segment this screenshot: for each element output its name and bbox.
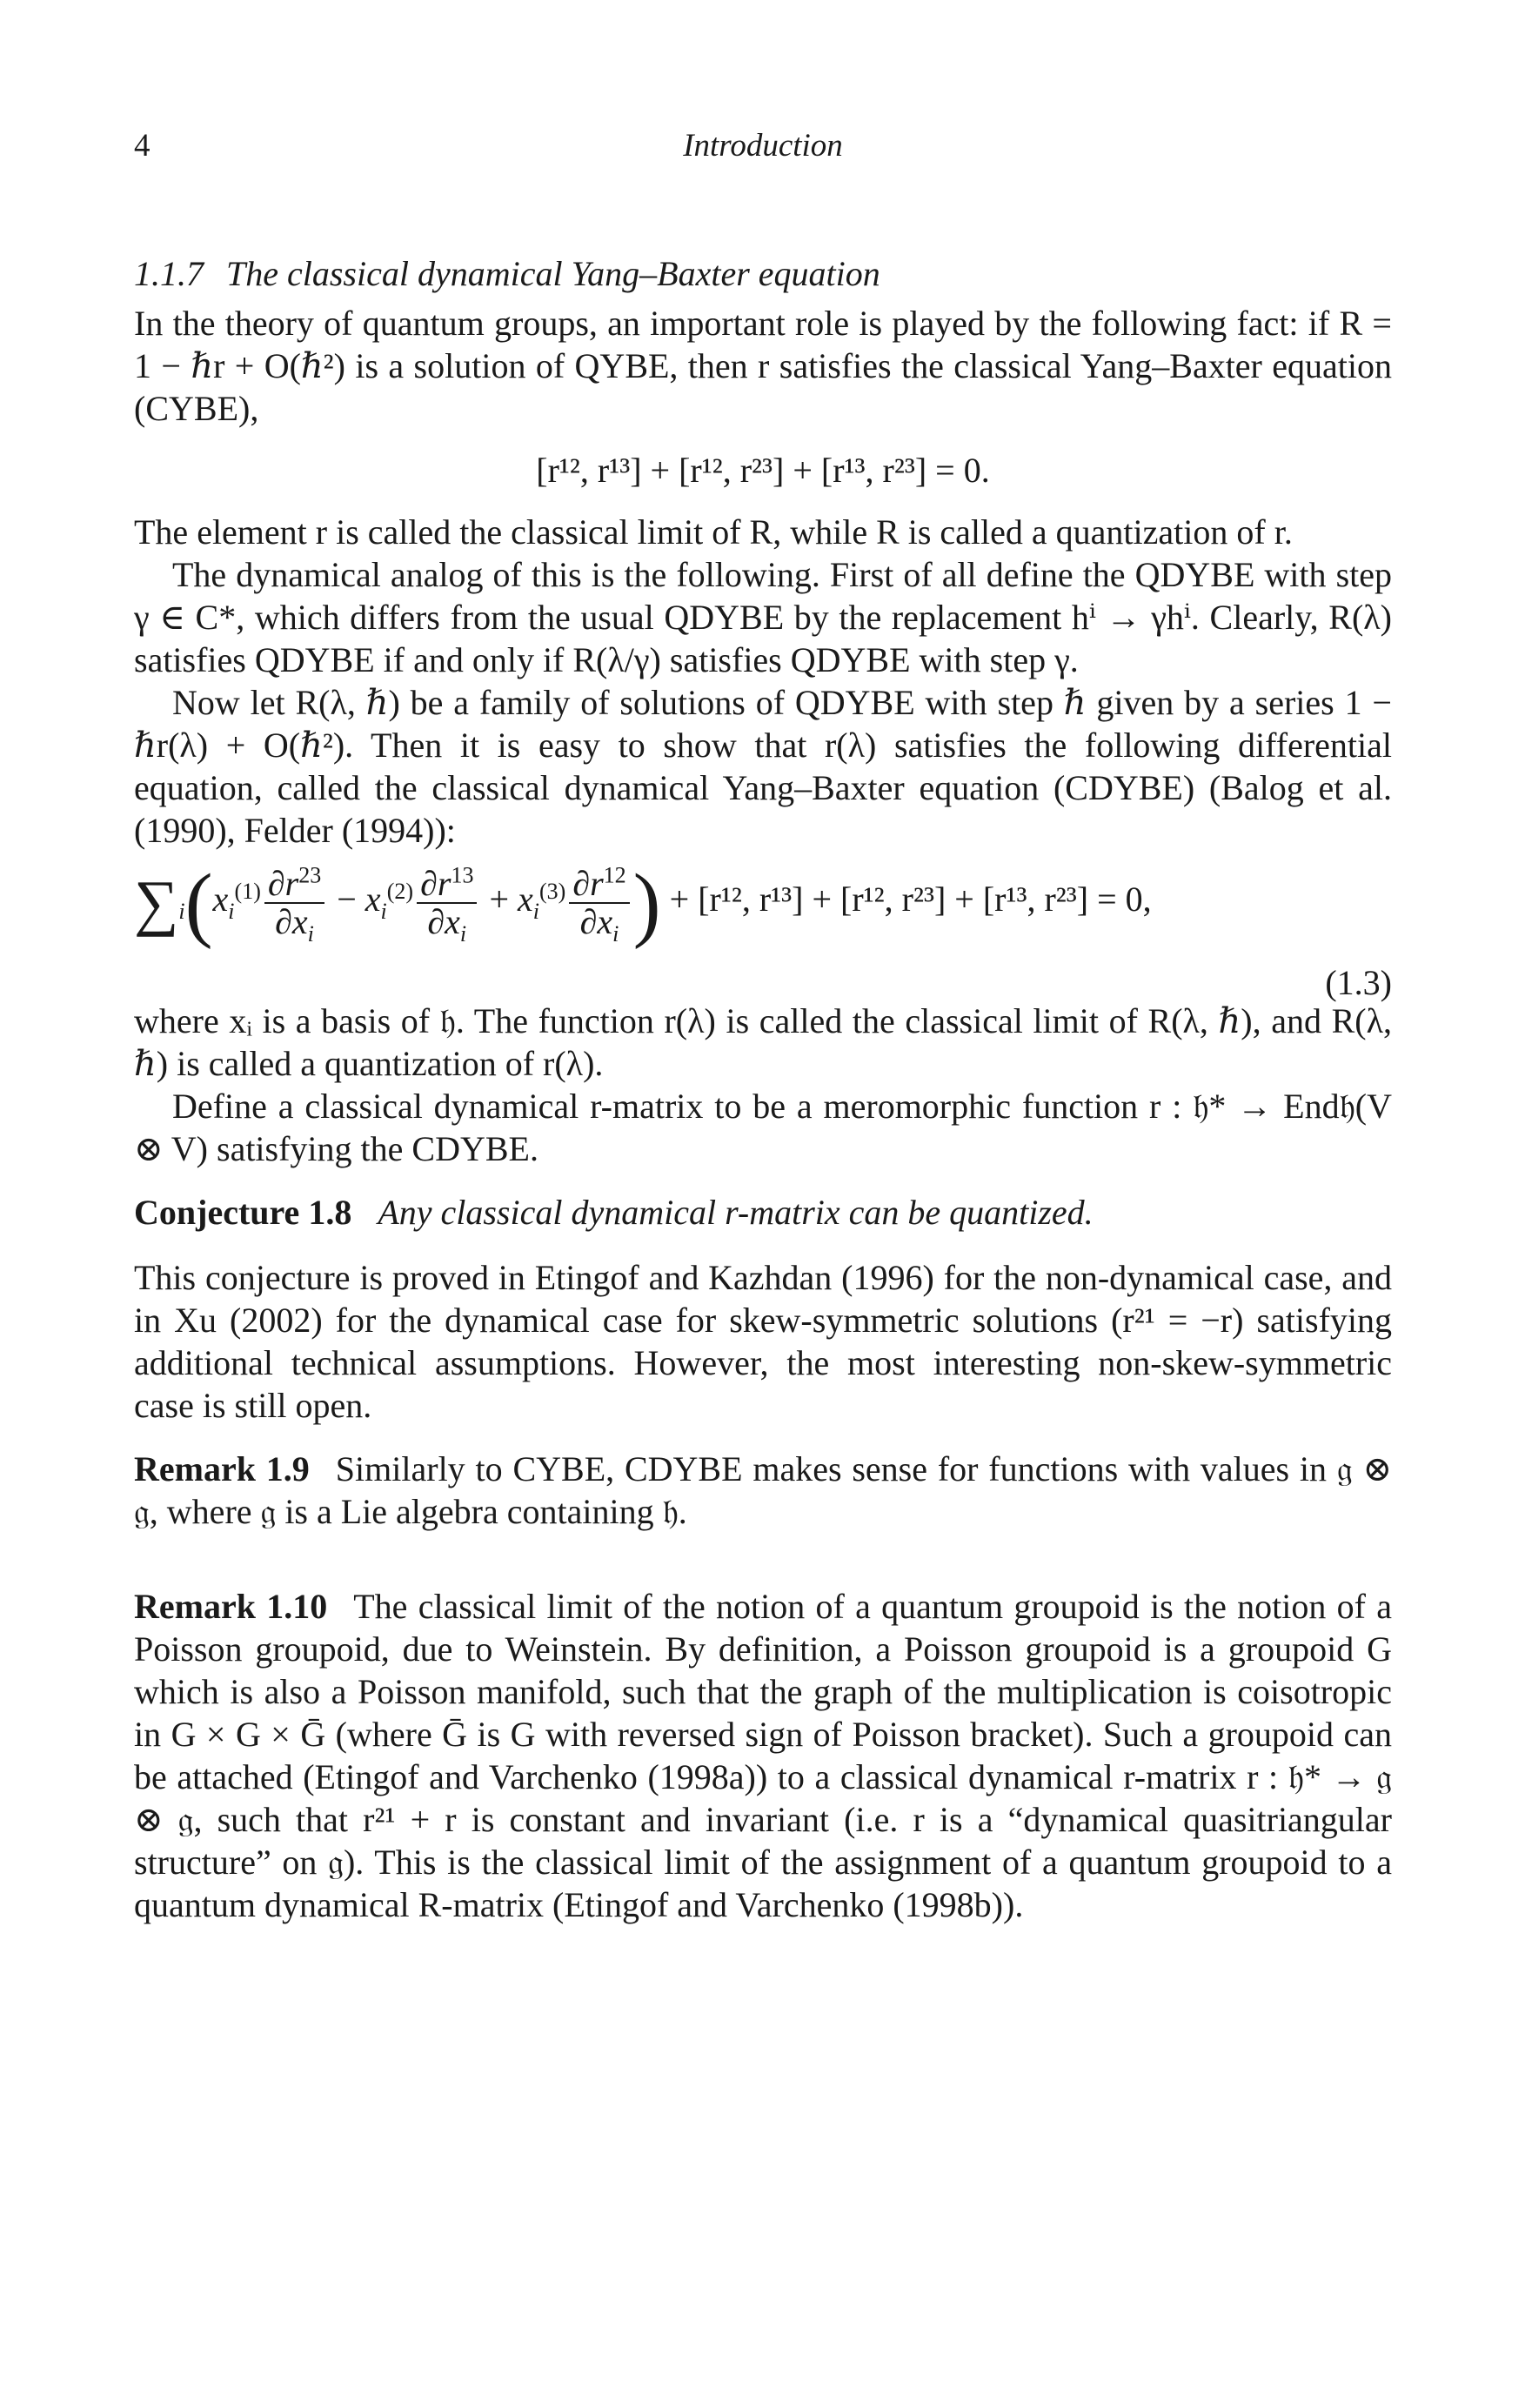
paragraph-1: In the theory of quantum groups, an important role is played by the following fact: if R = 1 − ℏr + O(ℏ²) is a solution of QYBE, then r satisfies the classical Yang–Baxter equation (CYBE), xyxy=(134,304,1392,428)
section-number: 1.1.7 xyxy=(134,254,204,293)
left-paren: ( xyxy=(184,856,213,950)
cdybe-equation xyxy=(134,856,1392,1002)
fraction-dr23: $\frac{\partial r^{23}}{\partial x_i}$ xyxy=(264,866,324,940)
paragraph-4: Now let R(λ, ℏ) be a family of solutions of QDYBE with step ℏ given by a series 1 − ℏr(λ) + O(ℏ²). Then it is easy to show that r(λ) satisfies the following differential equation, called the classical dynamical Yang–Baxter equation (CDYBE) (Balog et al. (1990), Felder (1994)): xyxy=(134,683,1392,850)
cdybe-tail: + [r¹², r¹³] + [r¹², r²³] + [r¹³, r²³] = 0, xyxy=(669,880,1152,920)
remark-label: Remark 1.9 xyxy=(134,1449,310,1488)
running-head: Introduction xyxy=(683,128,843,164)
equation-number: (1.3) xyxy=(1325,963,1392,1002)
paragraph-6: Define a classical dynamical r-matrix to be a meromorphic function r : 𝔥* → End𝔥(V ⊗ V) satisfying the CDYBE. xyxy=(134,1087,1392,1168)
conjecture-label: Conjecture 1.8 xyxy=(134,1193,352,1232)
right-paren: ) xyxy=(632,856,661,950)
fraction-dr12: $\frac{\partial r^{12}}{\partial x_i}$ xyxy=(569,866,629,940)
body-text xyxy=(134,252,1392,1926)
cybe-equation: [r¹², r¹³] + [r¹², r²³] + [r¹³, r²³] = 0. xyxy=(536,451,990,490)
paragraph-2: The element r is called the classical limit of R, while R is called a quantization of r. xyxy=(134,512,1293,552)
remark-text: Similarly to CYBE, CDYBE makes sense for functions with values in 𝔤 ⊗ 𝔤, where 𝔤 is a Lie algebra containing 𝔥. xyxy=(134,1449,1393,1531)
page-number: 4 xyxy=(134,128,150,164)
summation-index: i xyxy=(178,899,185,925)
section-title: The classical dynamical Yang–Baxter equation xyxy=(226,254,880,293)
paragraph-5: where xᵢ is a basis of 𝔥. The function r(λ) is called the classical limit of R(λ, ℏ), and R(λ, ℏ) is called a quantization of r(λ). xyxy=(134,1001,1392,1083)
conjecture-block xyxy=(134,1191,1392,1234)
paragraph-7: This conjecture is proved in Etingof and Kazhdan (1996) for the non-dynamical case, and in Xu (2002) for the dynamical case for skew-symmetric solutions (r²¹ = −r) satisfying additional technical assumptions. However, the most interesting non-skew-symmetric case is still open. xyxy=(134,1258,1392,1425)
fraction-dr13: $\frac{\partial r^{13}}{\partial x_i}$ xyxy=(417,866,477,940)
paragraph-3: The dynamical analog of this is the following. First of all define the QDYBE with step γ ∈ C*, which differs from the usual QDYBE by the replacement hⁱ → γhⁱ. Clearly, R(λ) satisfies QDYBE if and only if R(λ/γ) satisfies QDYBE with step γ. xyxy=(134,555,1392,679)
remark-label: Remark 1.10 xyxy=(134,1587,328,1626)
page-header xyxy=(134,127,1392,171)
summation-symbol: ∑ xyxy=(134,867,179,938)
remark-1-10 xyxy=(134,1585,1392,1926)
remark-1-9 xyxy=(134,1448,1392,1533)
remark-text: The classical limit of the notion of a quantum groupoid is the notion of a Poisson groupoid, due to Weinstein. By definition, a Poisson groupoid is a groupoid G which is also a Poisson manifold, such that the graph of the multiplication is coisotropic in G × G × Ḡ (where Ḡ is G with reversed sign of Poisson bracket). Such a groupoid can be attached (Etingof and Varchenko (1998a)) to a classical dynamical r-matrix r : 𝔥* → 𝔤 ⊗ 𝔤, such that r²¹ + r is constant and invariant (i.e. r is a “dynamical quasitriangular structure” on 𝔤). This is the classical limit of the assignment of a quantum groupoid to a quantum dynamical R-matrix (Etingof and Varchenko (1998b)). xyxy=(134,1587,1392,1924)
section-heading xyxy=(134,252,1392,295)
cdybe-equation-body: $\sum_i(x_i^{(1)}$ $\frac{\partial r^{23}}{\partial x_i}$ − $x_i^{(2)}$ $\frac{\partial r^{13}}{\partial x_i}$ + $x_i^{(3)}$ $\frac{\partial r^{12}}{\partial x_i}$ ) + [r¹², r¹³] + [r¹², r²³] + [r¹³, r²³] = 0, xyxy=(134,856,1152,950)
conjecture-statement: Any classical dynamical r-matrix can be quantized. xyxy=(378,1193,1094,1232)
